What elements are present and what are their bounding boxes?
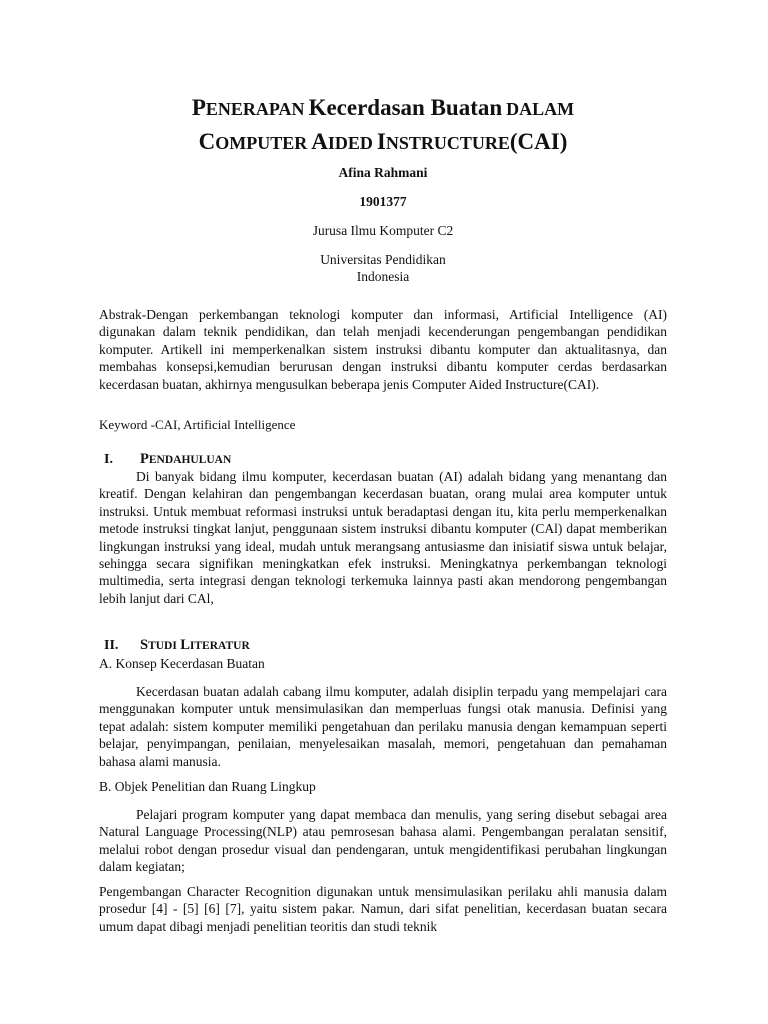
title-line-1: PENERAPAN Kecerdasan Buatan DALAM — [191, 95, 575, 120]
section-heading-studi-literatur: II. STUDI LITERATUR — [104, 637, 250, 653]
subsection-b-heading: B. Objek Penelitian dan Ruang Lingkup — [99, 779, 316, 794]
author-university-line-2: Indonesia — [356, 269, 410, 284]
section-heading-pendahuluan: I. PENDAHULUAN — [104, 451, 232, 467]
subsection-b-body-2: Pengembangan Character Recognition digunakan untuk mensimulasikan perilaku ahli manusia dalam prosedur [4] - [5] [6] [7], yaitu sistem pakar. Namun, dari sifat penelitian, kecerdasan buatan secara umum dapat dibagi menjadi penelitian teoritis dan studi teknik — [99, 884, 667, 934]
author-university-line-1: Universitas Pendidikan — [320, 252, 446, 267]
section-1-body: Di banyak bidang ilmu komputer, kecerdasan buatan (AI) adalah bidang yang menantang dan kreatif. Dengan kelahiran dan pengembangan kecerdasan buatan, orang mulai area komputer untuk instruksi. Untuk membuat reformasi instruksi untuk beradaptasi dengan itu, kita perlu memperkenalkan metode instruksi tingkat lanjut, penggunaan sistem instruksi dibantu komputer (CAl) dapat memberikan lingkungan instruksi yang ideal, mudah untuk merangsang antusiasme dan inisiatif siswa untuk belajar, sehingga secara signifikan meningkatkan efek instruksi. Meningkatnya perkembangan teknologi multimedia, serta integrasi dengan teknologi terkemuka lainnya pasti akan mendorong pengembangan lebih lanjut dari CAl, — [99, 469, 667, 606]
title-line-2: COMPUTER AIDED INSTRUCTURE(CAI) — [198, 129, 568, 154]
subsection-b-body-1: Pelajari program komputer yang dapat membaca dan menulis, yang sering disebut sebagai area Natural Language Processing(NLP) atau pemrosesan bahasa alami. Pengembangan peralatan sensitif, melalui robot dengan prosedur visual dan pendengaran, untuk mengidentifikasi perubahan lingkungan dalam kegiatan; — [99, 807, 667, 875]
keywords: Keyword -CAI, Artificial Intelligence — [99, 417, 296, 432]
subsection-a-heading: A. Konsep Kecerdasan Buatan — [99, 656, 265, 671]
subsection-a-body: Kecerdasan buatan adalah cabang ilmu komputer, adalah disiplin terpadu yang mempelajari cara menggunakan komputer untuk mensimulasikan dan memperluas fungsi otak manusia. Definisi yang tepat adalah: sistem komputer memiliki pengetahuan dan perilaku manusia dengan kemampuan seperti belajar, penyimpangan, penilaian, menyelesaikan masalah, memori, pengetahuan dan pemahaman bahasa alami manusia. — [99, 684, 667, 769]
author-department: Jurusa Ilmu Komputer C2 — [312, 223, 454, 238]
paper-title — [99, 92, 667, 160]
author-name: Afina Rahmani — [338, 165, 428, 180]
abstract: Abstrak-Dengan perkembangan teknologi komputer dan informasi, Artificial Intelligence (AI) digunakan dalam teknik pendidikan, dan telah menjadi kecenderungan pengembangan pendidikan komputer. Artikell ini memperkenalkan sistem instruksi dibantu komputer dan aktualitasnya, dan membahas konsepsi,kemudian berurusan dengan instruksi dibantu komputer cerdas berdasarkan kecerdasan buatan, akhirnya mengusulkan beberapa jenis Computer Aided Instructure(CAI). — [99, 307, 667, 392]
paper-page — [99, 0, 667, 1024]
author-id: 1901377 — [359, 194, 407, 209]
